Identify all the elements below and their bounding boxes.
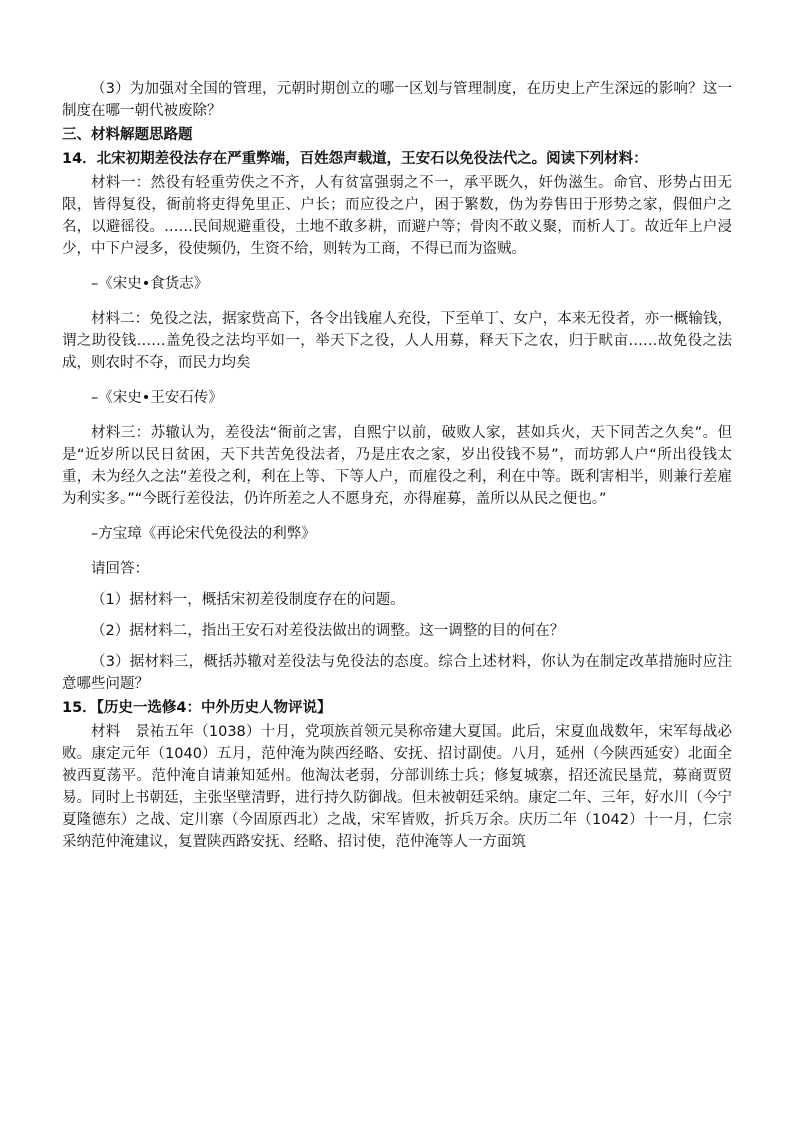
q14-source-1: –《宋史•食货志》 (91, 276, 209, 292)
document-page (62, 78, 732, 853)
q14-material-2: 材料二：免役之法，据家赀高下，各令出钱雇人充役，下至单丁、女户，本来无役者，亦一概输钱，谓之助役钱……盖免役之法均平如一，举天下之役，人人用募，释天下之农，归于畎亩……故免役之法成，则农时不夺，而民力均矣 (62, 311, 732, 371)
q14-material-3: 材料三：苏辙认为，差役法“衙前之害，自熙宁以前，破败人家，甚如兵火，天下同苦之久矣”。但是“近岁所以民日贫困，天下共苦免役法者，乃是庄农之家，岁出役钱不易”，而坊郭人户“所出役钱太重，未为经久之法”差役之利，利在上等、下等人户，而雇役之利，利在中等。既利害相半，则兼行差雇为利实多。”“今既行差役法，仍许所差之人不愿身充，亦得雇募，盖所以从民之便也。” (62, 425, 732, 507)
q14-subquestion-1: （1）据材料一，概括宋初差役制度存在的问题。 (91, 592, 405, 608)
q15-header: 15．【历史一选修4：中外历史人物评说】 (62, 700, 332, 716)
section-heading: 三、材料解题思路题 (62, 127, 193, 143)
q14-material-1: 材料一：然役有轻重劳佚之不齐，人有贫富强弱之不一，承平既久，奸伪滋生。命官、形势占田无限，皆得复役，衙前将吏得免里正、户长；而应役之户，困于繁数，伪为券售田于形势之家，假佃户之名，以避徭役。……民间规避重役，土地不敢多耕，而避户等；骨肉不敢义聚，而析人丁。故近年上户浸少，中下户浸多，役使频仍，生资不给，则转为工商，不得已而为盗贼。 (62, 175, 732, 257)
q14-answer-prompt: 请回答： (91, 561, 149, 577)
q14-source-2: –《宋史•王安石传》 (91, 390, 223, 406)
q13-subquestion-3: （3）为加强对全国的管理，元朝时期创立的哪一区划与管理制度，在历史上产生深远的影响？这一制度在哪一朝代被废除？ (62, 81, 732, 119)
q14-subquestion-3: （3）据材料三，概括苏辙对差役法与免役法的态度。综合上述材料，你认为在制定改革措施时应注意哪些问题？ (62, 654, 732, 692)
q15-material: 材料 景祐五年（1038）十月，党项族首领元昊称帝建大夏国。此后，宋夏血战数年，宋军每战必败。康定元年（1040）五月，范仲淹为陕西经略、安抚、招讨副使。八月，延州（今陕西延安）北面全被西夏荡平。范仲淹自请兼知延州。他淘汰老弱，分部训练士兵；修复城寨，招还流民垦荒，募商贾贸易。同时上书朝廷，主张坚壁清野，进行持久防御战。但未被朝廷采纳。康定二年、三年，好水川（今宁夏隆德东）之战、定川寨（今固原西北）之战，宋军皆败，折兵万余。庆历二年（1042）十一月，仁宗采纳范仲淹建议，复置陕西路安抚、经略、招讨使，范仲淹等人一方面筑 (62, 724, 732, 850)
q14-subquestion-2: （2）据材料二，指出王安石对差役法做出的调整。这一调整的目的何在？ (91, 623, 565, 639)
q14-source-3: –方宝璋《再论宋代免役法的利弊》 (91, 526, 316, 542)
q14-stem: 14．北宋初期差役法存在严重弊端，百姓怨声载道，王安石以免役法代之。阅读下列材料： (62, 151, 648, 167)
